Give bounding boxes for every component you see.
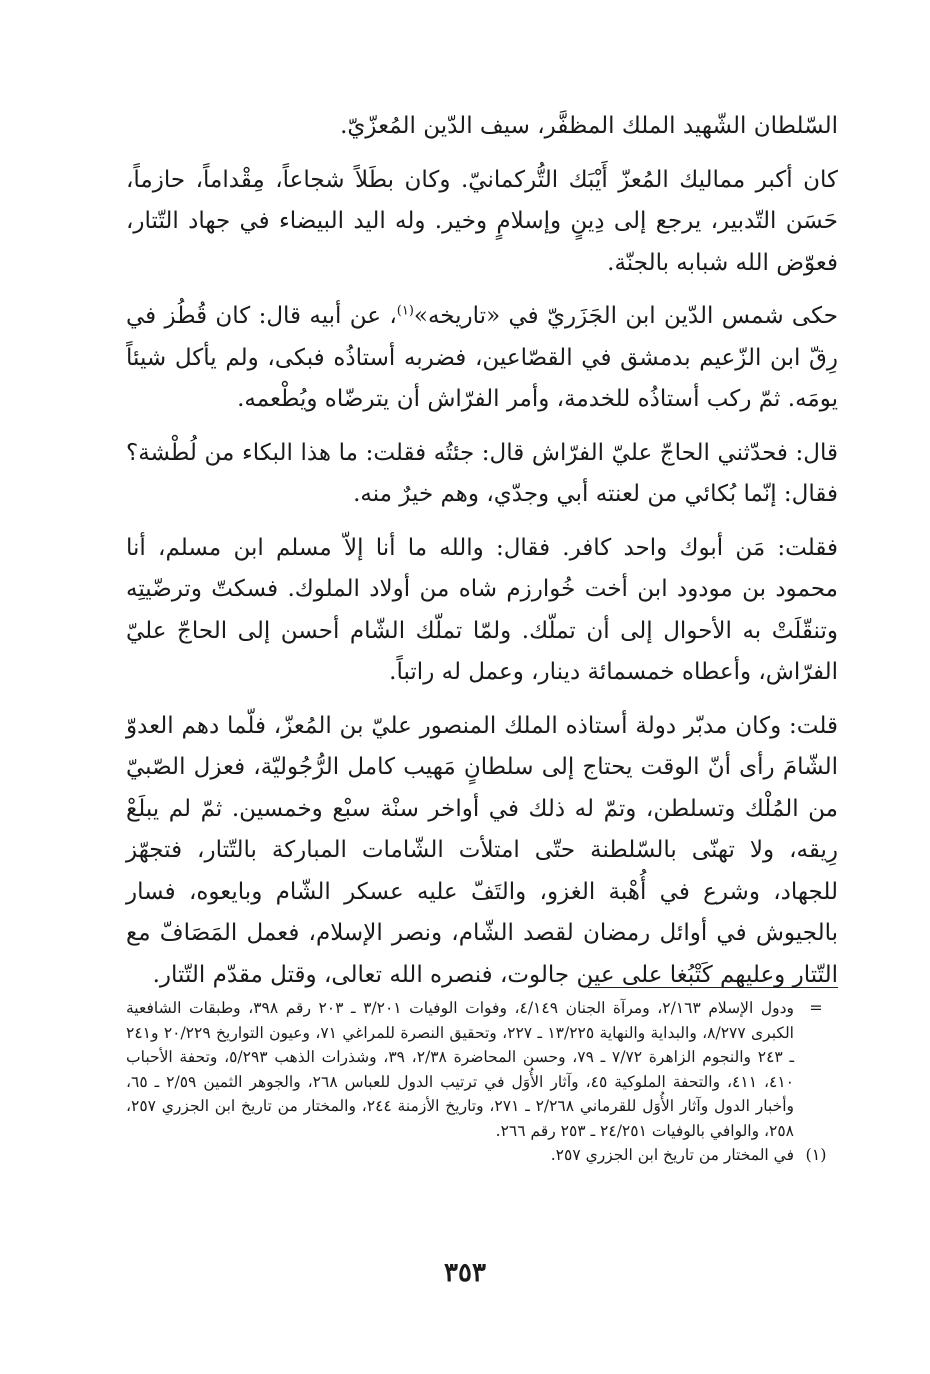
footnote-continuation-text: ودول الإسلام ٢/١٦٣، ومرآة الجنان ٤/١٤٩، وفوات الوفيات ٣/٢٠١ ـ ٢٠٣ رقم ٣٩٨، وطبقات الشافعية الكبرى ٨/٢٧٧، والبداية والنهاية ١٣/٢٢٥ ـ ٢٢٧، وتحقيق النصرة للمراغي ٧١، وعيون التواريخ ٢٠/٢٢٩ و٢٤١ ـ ٢٤٣ والنجوم الزاهرة ٧/٧٢ ـ ٧٩، وحسن المحاضرة ٢/٣٨، ٣٩، وشذرات الذهب ٥/٢٩٣، وتحفة الأحباب ٤١٠، ٤١١، والتحفة الملوكية ٤٥، وآثار الأُوَل في ترتيب الدول للعباس ٢٦٨، والجوهر الثمين ٢/٥٩ ـ ٦٥، وأخبار الدول وآثار الأُوَل للقرماني ٢/٢٦٨ ـ ٢٧١، وتاريخ الأزمنة ٢٤٤، والمختار من تاريخ ابن الجزري ٢٥٧، ٢٥٨، والوافي بالوفيات ٢٤/٢٥١ ـ ٢٥٣ رقم ٢٦٦.: [126, 999, 794, 1140]
footnote-divider: [588, 987, 838, 988]
page-number: ٣٥٣: [444, 1258, 486, 1288]
footnote-1-marker: (١): [805, 1145, 827, 1164]
paragraph-biography: كان أكبر مماليك المُعزّ أَيْبَك التُّركمانيّ. وكان بطَلاً شجاعاً، مِقْداماً، حازماً، حَسَن التّدبير، يرجع إلى دِينٍ وإسلامٍ وخير. وله اليد البيضاء في جهاد التّتار، فعوّض الله شبابه بالجنّة.: [126, 166, 838, 276]
footnote-continuation-marker: =: [809, 998, 823, 1017]
main-text-block: [126, 106, 838, 1008]
paragraph-dialogue-2: فقلت: مَن أبوك واحد كافر. فقال: والله ما أنا إلاّ مسلم ابن مسلم، أنا محمود بن مودود ابن أخت خُوارزم شاه من أولاد الملوك. فسكتّ وترضّيتِه وتنقّلَتْ به الأحوال إلى أن تملّك. ولمّا تملّك الشّام أحسن إلى الحاجّ عليّ الفرّاش، وأعطاه خمسمائة دينار، وعمل له راتباً.: [126, 534, 838, 685]
paragraph-dialogue-1: قال: فحدّثني الحاجّ عليّ الفرّاش قال: جئتُه فقلت: ما هذا البكاء من لُطْشة؟ فقال: إنّما بُكائي من لعنته أبي وجدّي، وهم خيرٌ منه.: [126, 439, 838, 507]
footnote-reference-1: (١): [396, 303, 414, 319]
footnote-1: [126, 1143, 838, 1168]
paragraph-narration-body: في رِقّ ابن الزّعيم بدمشق في القصّاعين، فضربه أستاذُه فبكى، ولم يأكل شيئاً يومَه. ثمّ ركب أستاذُه للخدمة، وأمر الفرّاش أن يترضّاه ويُطْعمه.: [126, 303, 839, 412]
paragraph-narration-lead: حكى شمس الدّين ابن الجَزَريّ في «تاريخه»: [413, 303, 839, 329]
paragraph-title-line: السّلطان الشّهيد الملك المظفَّر، سيف الدّين المُعزّيّ.: [340, 113, 838, 139]
footnote-1-text: في المختار من تاريخ ابن الجزري ٢٥٧.: [550, 1146, 794, 1164]
paragraph-narration-tail: ، عن أبيه قال: كان قُطُز: [164, 303, 397, 329]
footnote-continuation: [126, 996, 838, 1143]
footnotes-block: [126, 996, 838, 1168]
paragraph-narration: [126, 296, 838, 421]
paragraph-reign: قلت: وكان مدبّر دولة أستاذه الملك المنصور عليّ بن المُعزّ، فلّما دهم العدوّ الشّامَ رأى أنّ الوقت يحتاج إلى سلطانٍ مَهيب كامل الرُّجُوليّة، فعزل الصّبيّ من المُلْك وتسلطن، وتمّ له ذلك في أواخر سنْة سبْع وخمسين. ثمّ لم يبلَعْ رِيقه، ولا تهنّى بالسّلطنة حتّى امتلأت الشّامات المباركة بالتّتار، فتجهّز للجهاد، وشرع في أُهْبة الغزو، والتَفّ عليه عسكر الشّام وبايعوه، فسار بالجيوش في أوائل رمضان لقصد الشّام، ونصر الإسلام، فعمل المَصَافّ مع التّتار وعليهم كَتْبُغا على عين جالوت، فنصره الله تعالى، وقتل مقدّم التّتار.: [126, 712, 839, 988]
